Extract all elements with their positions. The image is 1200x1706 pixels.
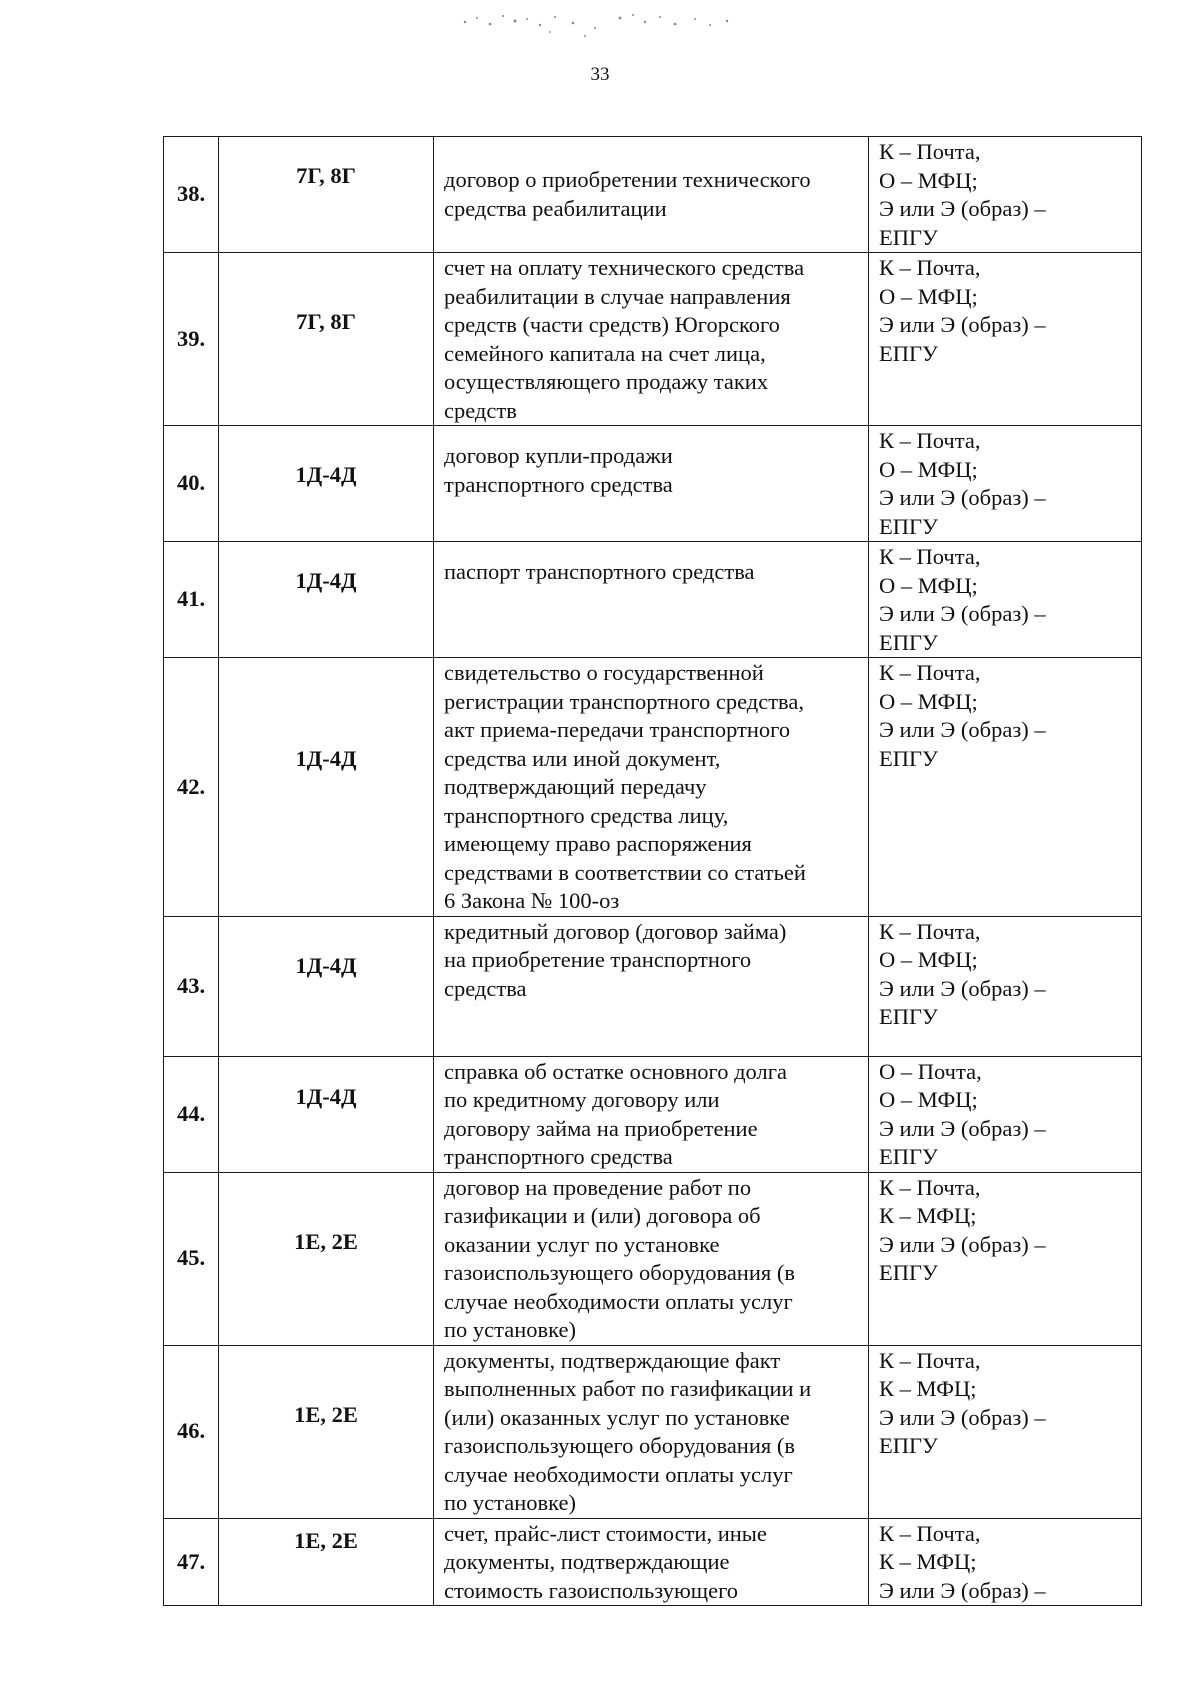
table-row (164, 658, 1142, 917)
submission-method-line: ЕПГУ (879, 1144, 938, 1169)
row-number: 44. (164, 1056, 219, 1172)
category-code-cell (219, 658, 434, 917)
table-row (164, 1172, 1142, 1345)
document-description: договор на проведение работ по газификации и (или) договора об оказании услуг по установке газоиспользующего оборудования (в случае необходимости оплаты услуг по установке) (444, 1174, 795, 1342)
submission-method-line: ЕПГУ (879, 745, 938, 771)
submission-method-cell (869, 253, 1142, 426)
category-code-cell (219, 1518, 434, 1606)
document-description-cell (434, 253, 869, 426)
submission-method-cell (869, 1518, 1142, 1606)
row-number: 41. (164, 542, 219, 658)
row-number: 38. (164, 137, 219, 253)
category-code-cell (219, 1056, 434, 1172)
submission-method-line: К – МФЦ; (879, 1376, 977, 1401)
row-number: 46. (164, 1345, 219, 1518)
document-description-cell (434, 1345, 869, 1518)
submission-method-line: Э или Э (образ) – (879, 975, 1046, 1001)
table-row (164, 916, 1142, 1056)
row-number: 39. (164, 253, 219, 426)
submission-method-line: ЕПГУ (879, 340, 938, 366)
submission-method-cell (869, 542, 1142, 658)
submission-method-line: ЕПГУ (879, 1260, 938, 1285)
document-description-cell (434, 137, 869, 253)
submission-method-line: К – Почта, (879, 660, 981, 685)
submission-method-line: К – Почта, (879, 544, 981, 569)
submission-method-line: К – Почта, (879, 428, 981, 453)
submission-method-line: О – МФЦ; (879, 167, 978, 193)
document-description-cell (434, 658, 869, 917)
submission-method-line: К – Почта, (879, 1520, 981, 1546)
submission-method-line: К – МФЦ; (879, 1203, 977, 1228)
submission-method-line: Э или Э (образ) – (879, 1404, 1046, 1430)
submission-method-line: О – МФЦ; (879, 688, 978, 714)
submission-method-line: О – МФЦ; (879, 456, 978, 482)
document-description: документы, подтверждающие факт выполненных работ по газификации и (или) оказанных услуг по установке газоиспользующего оборудования (в случае необходимости оплаты услуг по установке) (444, 1347, 812, 1515)
submission-method-line: К – Почта, (879, 918, 981, 944)
submission-method-line: К – Почта, (879, 1174, 981, 1200)
submission-method-line: ЕПГУ (879, 1004, 938, 1029)
category-code-cell (219, 426, 434, 542)
submission-method-cell (869, 916, 1142, 1056)
documents-table (163, 136, 1142, 1606)
submission-method-line: К – Почта, (879, 139, 981, 164)
row-number: 47. (164, 1518, 219, 1606)
submission-method-line: О – МФЦ; (879, 572, 978, 598)
category-code: 7Г, 8Г (296, 163, 356, 188)
category-code: 1Е, 2Е (294, 1228, 358, 1254)
row-number: 43. (164, 916, 219, 1056)
document-description-cell (434, 426, 869, 542)
table-row (164, 1056, 1142, 1172)
submission-method-cell (869, 426, 1142, 542)
submission-method-line: О – МФЦ; (879, 947, 978, 972)
category-code-cell (219, 1345, 434, 1518)
table-row (164, 1345, 1142, 1518)
table-row (164, 542, 1142, 658)
row-number: 40. (164, 426, 219, 542)
category-code: 1Д-4Д (295, 952, 357, 978)
submission-method-line: Э или Э (образ) – (879, 1577, 1046, 1603)
submission-method-line: ЕПГУ (879, 224, 938, 250)
table-row (164, 253, 1142, 426)
table-row (164, 137, 1142, 253)
category-code-cell (219, 542, 434, 658)
row-number: 42. (164, 658, 219, 917)
category-code-cell (219, 916, 434, 1056)
submission-method-line: Э или Э (образ) – (879, 1231, 1046, 1257)
submission-method-cell (869, 1172, 1142, 1345)
submission-method-line: Э или Э (образ) – (879, 312, 1046, 337)
submission-method-line: К – МФЦ; (879, 1549, 977, 1574)
table-row (164, 1518, 1142, 1606)
document-description: кредитный договор (договор займа) на приобретение транспортного средства (444, 918, 787, 1001)
scan-noise-marks (455, 6, 755, 42)
submission-method-line: Э или Э (образ) – (879, 1115, 1046, 1141)
row-number: 45. (164, 1172, 219, 1345)
document-description: свидетельство о государственной регистрации транспортного средства, акт приема-передачи транспортного средства или иной документ, подтверждающий передачу транспортного средства лицу, имеющему право распоряжения средствами в соответствии со статьей 6 Закона № 100-оз (444, 660, 806, 913)
category-code: 1Е, 2Е (294, 1527, 358, 1553)
submission-method-line: Э или Э (образ) – (879, 485, 1046, 510)
document-description-cell (434, 1056, 869, 1172)
document-description-cell (434, 1172, 869, 1345)
submission-method-line: ЕПГУ (879, 629, 938, 655)
category-code: 1Д-4Д (295, 1083, 357, 1109)
document-description: счет на оплату технического средства реабилитации в случае направления средств (части средств) Югорского семейного капитала на счет лица, осуществляющего продажу таких средств (444, 255, 805, 423)
category-code: 1Е, 2Е (294, 1401, 358, 1427)
document-description-cell (434, 1518, 869, 1606)
submission-method-line: Э или Э (образ) – (879, 601, 1046, 626)
submission-method-line: Э или Э (образ) – (879, 196, 1046, 221)
category-code: 1Д-4Д (295, 746, 357, 771)
document-description: договор о приобретении технического средства реабилитации (444, 167, 811, 221)
submission-method-cell (869, 658, 1142, 917)
submission-method-line: К – Почта, (879, 1347, 981, 1373)
submission-method-cell (869, 137, 1142, 253)
submission-method-cell (869, 1345, 1142, 1518)
document-description: паспорт транспортного средства (444, 559, 755, 584)
document-description: счет, прайс-лист стоимости, иные документы, подтверждающие стоимость газоиспользующего (444, 1520, 767, 1603)
document-description-cell (434, 542, 869, 658)
submission-method-line: К – Почта, (879, 255, 981, 280)
submission-method-line: ЕПГУ (879, 513, 938, 539)
document-description: договор купли-продажи транспортного средства (444, 443, 673, 497)
category-code-cell (219, 253, 434, 426)
submission-method-line: О – МФЦ; (879, 1087, 978, 1112)
submission-method-line: О – МФЦ; (879, 283, 978, 309)
document-description: справка об остатке основного долга по кредитному договору или договору займа на приобретение транспортного средства (444, 1058, 787, 1169)
page-number: 33 (590, 64, 610, 85)
category-code: 1Д-4Д (295, 462, 357, 487)
submission-method-line: ЕПГУ (879, 1433, 938, 1458)
submission-method-line: Э или Э (образ) – (879, 717, 1046, 742)
submission-method-cell (869, 1056, 1142, 1172)
submission-method-line: О – Почта, (879, 1058, 982, 1084)
category-code: 1Д-4Д (295, 568, 357, 593)
table-row (164, 426, 1142, 542)
category-code: 7Г, 8Г (296, 309, 356, 334)
category-code-cell (219, 137, 434, 253)
category-code-cell (219, 1172, 434, 1345)
document-description-cell (434, 916, 869, 1056)
